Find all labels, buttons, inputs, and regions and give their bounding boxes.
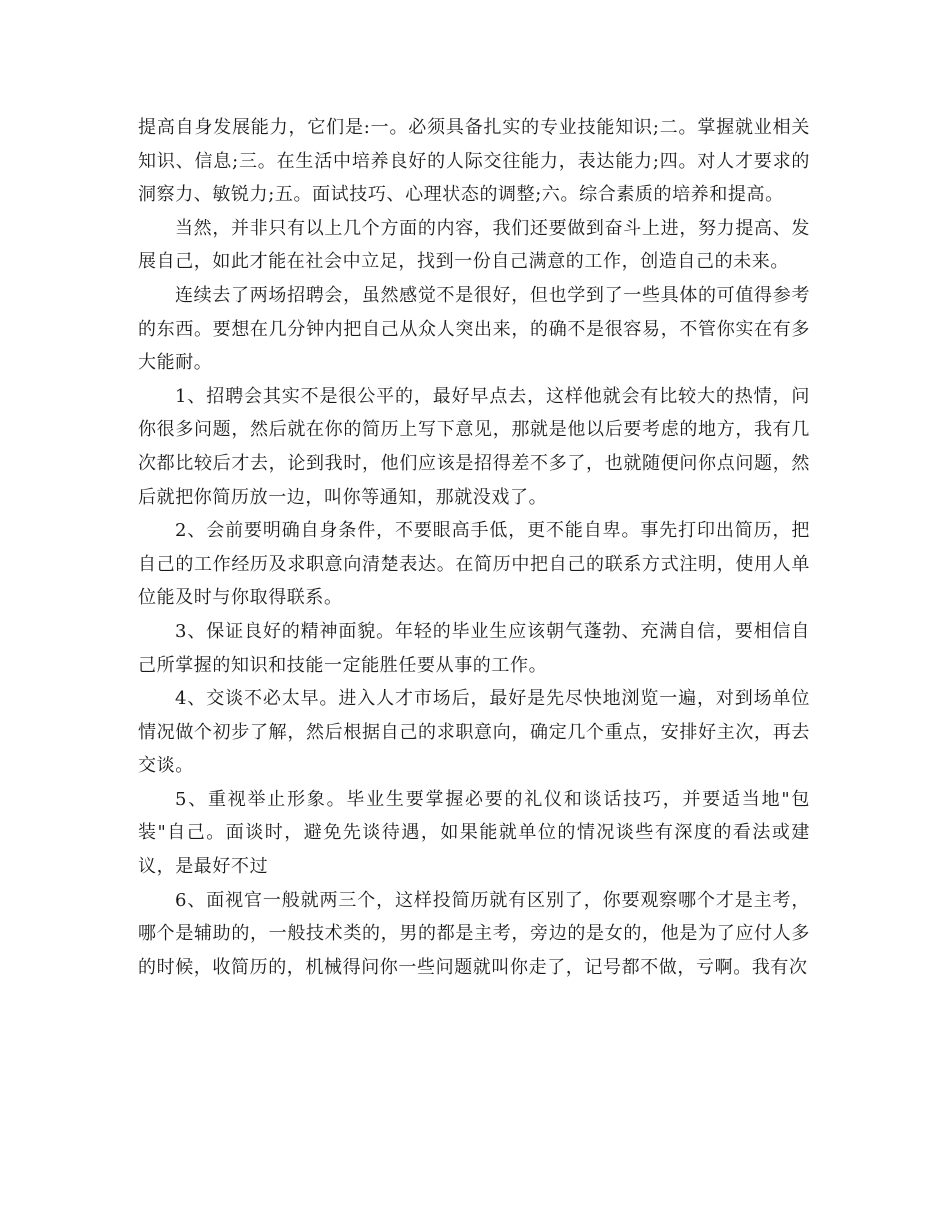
document-page: [138, 111, 810, 984]
paragraph-tip-2: 2、会前要明确自身条件，不要眼高手低，更不能自卑。事先打印出简历，把自己的工作经历及求职意向清楚表达。在简历中把自己的联系方式注明，使用人单位能及时与你取得联系。: [138, 520, 810, 609]
paragraph-abilities: 提高自身发展能力，它们是:一。必须具备扎实的专业技能知识;二。掌握就业相关知识、信息;三。在生活中培养良好的人际交往能力，表达能力;四。对人才要求的洞察力、敏锐力;五。面试技巧、心理状态的调整;六。综合素质的培养和提高。: [138, 117, 810, 206]
paragraph-tip-3: 3、保证良好的精神面貌。年轻的毕业生应该朝气蓬勃、充满自信，要相信自己所掌握的知识和技能一定能胜任要从事的工作。: [138, 620, 810, 676]
paragraph-self-improvement: 当然，并非只有以上几个方面的内容，我们还要做到奋斗上进，努力提高、发展自己，如此才能在社会中立足，找到一份自己满意的工作，创造自己的未来。: [138, 217, 810, 273]
paragraph-job-fair-intro: 连续去了两场招聘会，虽然感觉不是很好，但也学到了一些具体的可值得参考的东西。要想在几分钟内把自己从众人突出来，的确不是很容易，不管你实在有多大能耐。: [138, 284, 810, 374]
paragraph-tip-6: 6、面视官一般就两三个，这样投简历就有区别了，你要观察哪个才是主考，哪个是辅助的，一般技术类的，男的都是主考，旁边的是女的，他是为了应付人多的时候，收简历的，机械得问你一些问题就叫你走了，记号都不做，亏啊。我有次: [138, 889, 810, 978]
paragraph-tip-4: 4、交谈不必太早。进入人才市场后，最好是先尽快地浏览一遍，对到场单位情况做个初步了解，然后根据自己的求职意向，确定几个重点，安排好主次，再去交谈。: [138, 688, 810, 777]
paragraph-tip-5: 5、重视举止形象。毕业生要掌握必要的礼仪和谈话技巧，并要适当地"包装"自己。面谈时，避免先谈待遇，如果能就单位的情况谈些有深度的看法或建议，是最好不过: [138, 788, 810, 878]
paragraph-tip-1: 1、招聘会其实不是很公平的，最好早点去，这样他就会有比较大的热情，问你很多问题，然后就在你的简历上写下意见，那就是他以后要考虑的地方，我有几次都比较后才去，论到我时，他们应该是招得差不多了，也就随便问你点问题，然后就把你简历放一边，叫你等通知，那就没戏了。: [138, 385, 810, 508]
